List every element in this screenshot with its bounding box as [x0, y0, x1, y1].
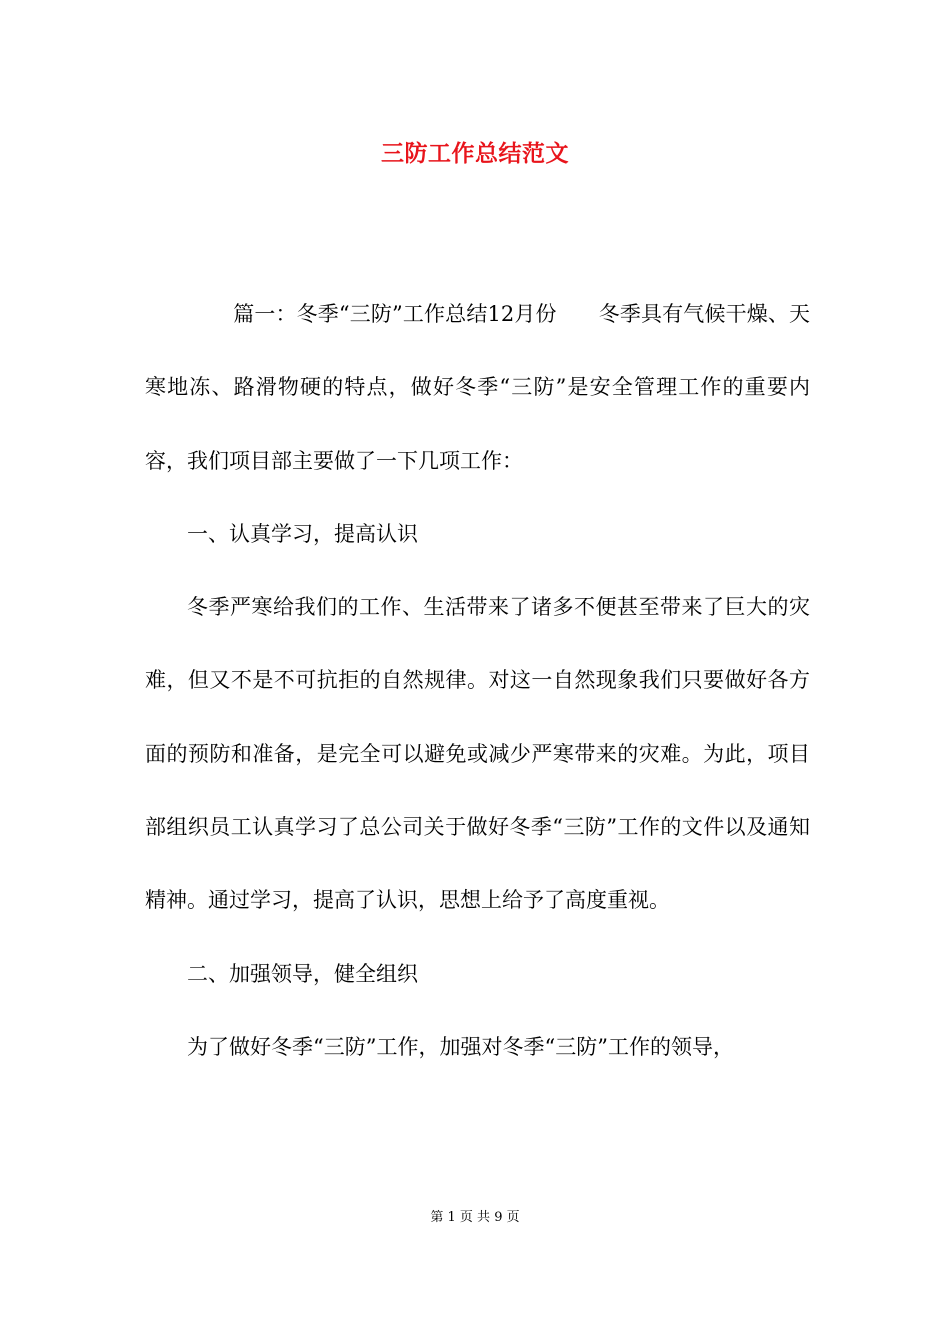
section-heading-1: 一、认真学习，提高认识 — [187, 521, 418, 546]
document-body — [145, 278, 810, 1084]
section-text-1: 冬季严寒给我们的工作、生活带来了诸多不便甚至带来了巨大的灾难，但又不是不可抗拒的自然规律。对这一自然现象我们只要做好各方面的预防和准备，是完全可以避免或减少严寒带来的灾难。为此，项目部组织员工认真学习了总公司关于做好冬季“三防”工作的文件以及通知精神。通过学习，提高了认识，思想上给予了高度重视。 — [145, 595, 810, 913]
section-heading-2: 二、加强领导，健全组织 — [187, 961, 418, 986]
page-number: 第 1 页 共 9 页 — [430, 1210, 520, 1225]
section-text-2: 为了做好冬季“三防”工作，加强对冬季“三防”工作的领导， — [187, 1034, 734, 1059]
article-heading: 篇一：冬季“三防”工作总结12月份 — [233, 302, 557, 326]
intro-paragraph — [145, 278, 810, 498]
document-title: 三防工作总结范文 — [381, 140, 569, 167]
intro-text: 冬季具有气候干燥、天寒地冻、路滑物硬的特点，做好冬季“三防”是安全管理工作的重要内容，我们项目部主要做了一下几项工作： — [145, 302, 810, 473]
